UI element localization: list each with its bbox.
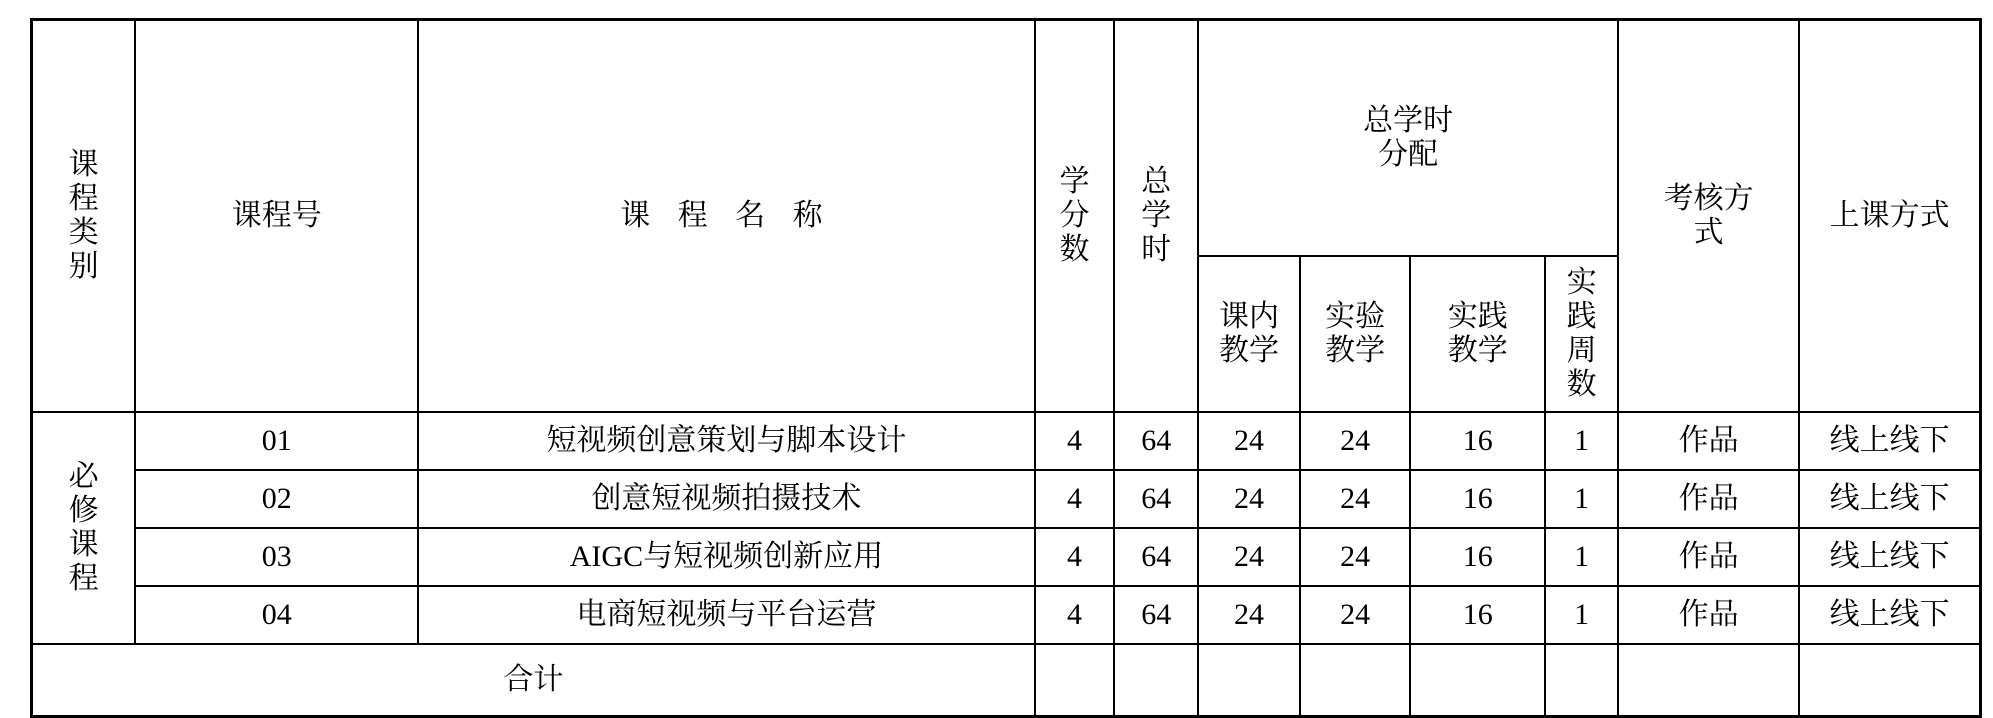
cell-practice: 16 (1410, 586, 1545, 644)
cell-course-name: 短视频创意策划与脚本设计 (418, 412, 1035, 470)
table-row (32, 412, 1981, 470)
header-credits (1035, 20, 1115, 413)
cell-in-class: 24 (1198, 412, 1300, 470)
header-course-name: 课 程 名 称 (418, 20, 1035, 413)
cell-course-name: 电商短视频与平台运营 (418, 586, 1035, 644)
header-lab-char: 教学 (1325, 334, 1386, 367)
header-credits-char: 分 (1059, 198, 1090, 232)
total-label: 合计 (32, 644, 1035, 717)
header-total-hours (1114, 20, 1198, 413)
category-required-courses (32, 412, 136, 644)
category-label-char: 必 (68, 459, 99, 493)
total-credits (1035, 644, 1115, 717)
curriculum-table (30, 18, 1982, 718)
cell-teaching-mode: 线上线下 (1799, 412, 1980, 470)
cell-total-hours: 64 (1114, 412, 1198, 470)
cell-practice-weeks: 1 (1545, 586, 1618, 644)
header-credits-char: 学 (1059, 164, 1090, 198)
header-category-char: 类 (68, 216, 99, 249)
header-practice-char: 教学 (1447, 334, 1508, 367)
total-assessment (1618, 644, 1799, 717)
header-total-hours-char: 学 (1141, 198, 1172, 232)
header-in-class (1198, 256, 1300, 412)
cell-lab: 24 (1300, 586, 1410, 644)
header-practice-weeks-char: 践 (1566, 299, 1597, 333)
cell-practice: 16 (1410, 528, 1545, 586)
total-practice (1410, 644, 1545, 717)
header-lab-char: 实验 (1325, 299, 1386, 333)
header-allocation-line2: 分配 (1378, 138, 1439, 171)
header-course-code: 课程号 (135, 20, 418, 413)
header-in-class-char: 教学 (1219, 334, 1280, 367)
cell-lab: 24 (1300, 528, 1410, 586)
cell-assessment: 作品 (1618, 412, 1799, 470)
cell-course-name: AIGC与短视频创新应用 (418, 528, 1035, 586)
cell-lab: 24 (1300, 412, 1410, 470)
header-credits-char: 数 (1059, 233, 1090, 267)
category-label-char: 课 (68, 528, 99, 561)
cell-credits: 4 (1035, 412, 1115, 470)
header-category (32, 20, 136, 413)
header-allocation-line1: 总学时 (1363, 104, 1454, 138)
header-teaching-mode: 上课方式 (1799, 20, 1980, 413)
total-lab (1300, 644, 1410, 717)
header-category-char: 程 (68, 181, 99, 215)
cell-teaching-mode: 线上线下 (1799, 586, 1980, 644)
cell-assessment: 作品 (1618, 528, 1799, 586)
header-assessment-char: 式 (1693, 216, 1724, 249)
total-teaching-mode (1799, 644, 1980, 717)
cell-course-code: 03 (135, 528, 418, 586)
total-practice-weeks (1545, 644, 1618, 717)
cell-total-hours: 64 (1114, 470, 1198, 528)
category-label-char: 修 (68, 493, 99, 527)
cell-in-class: 24 (1198, 470, 1300, 528)
header-assessment-char: 考核方 (1663, 181, 1754, 215)
header-lab (1300, 256, 1410, 412)
cell-practice: 16 (1410, 470, 1545, 528)
header-assessment (1618, 20, 1799, 413)
category-label-char: 程 (68, 562, 99, 596)
header-practice-weeks (1545, 256, 1618, 412)
cell-total-hours: 64 (1114, 528, 1198, 586)
cell-total-hours: 64 (1114, 586, 1198, 644)
header-category-char: 课 (68, 147, 99, 181)
header-total-hours-char: 总 (1141, 164, 1172, 198)
table-row (32, 470, 1981, 528)
table-total-row (32, 644, 1981, 717)
header-allocation-group (1198, 20, 1618, 257)
table-row (32, 586, 1981, 644)
total-in-class (1198, 644, 1300, 717)
header-practice-weeks-char: 周 (1566, 334, 1597, 367)
total-hours (1114, 644, 1198, 717)
cell-practice-weeks: 1 (1545, 412, 1618, 470)
cell-teaching-mode: 线上线下 (1799, 528, 1980, 586)
cell-credits: 4 (1035, 470, 1115, 528)
cell-assessment: 作品 (1618, 470, 1799, 528)
header-practice-weeks-char: 实 (1566, 265, 1597, 299)
cell-assessment: 作品 (1618, 586, 1799, 644)
header-practice (1410, 256, 1545, 412)
cell-practice: 16 (1410, 412, 1545, 470)
cell-teaching-mode: 线上线下 (1799, 470, 1980, 528)
cell-in-class: 24 (1198, 586, 1300, 644)
table-row (32, 528, 1981, 586)
cell-course-code: 02 (135, 470, 418, 528)
cell-in-class: 24 (1198, 528, 1300, 586)
cell-course-code: 01 (135, 412, 418, 470)
cell-credits: 4 (1035, 528, 1115, 586)
header-practice-char: 实践 (1447, 299, 1508, 333)
header-practice-weeks-char: 数 (1566, 368, 1597, 402)
header-category-char: 别 (68, 250, 99, 284)
cell-lab: 24 (1300, 470, 1410, 528)
cell-course-code: 04 (135, 586, 418, 644)
header-total-hours-char: 时 (1141, 233, 1172, 267)
header-in-class-char: 课内 (1219, 299, 1280, 333)
cell-practice-weeks: 1 (1545, 528, 1618, 586)
cell-credits: 4 (1035, 586, 1115, 644)
cell-course-name: 创意短视频拍摄技术 (418, 470, 1035, 528)
table-header-row (32, 20, 1981, 257)
cell-practice-weeks: 1 (1545, 470, 1618, 528)
